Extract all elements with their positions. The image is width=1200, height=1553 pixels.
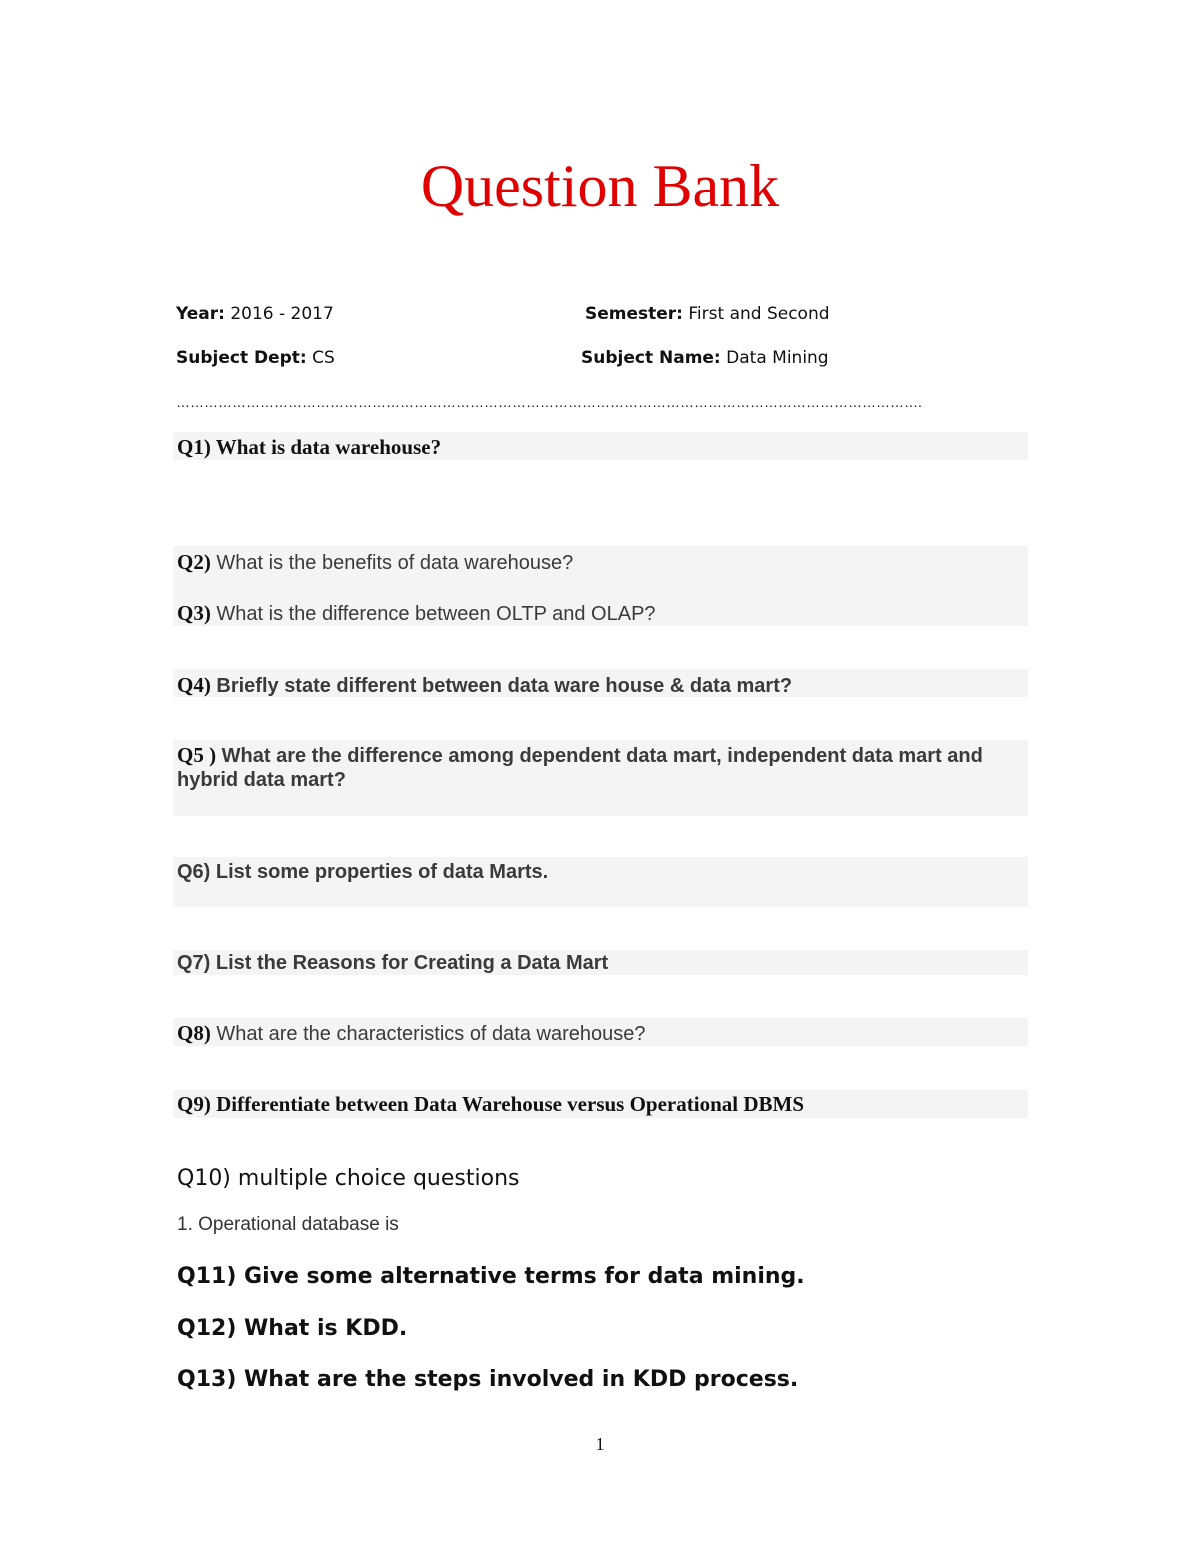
question-9-number: Q9) [177,1092,211,1116]
question-12-number: Q12) [177,1316,237,1341]
semester-label: Semester: [585,304,683,324]
question-10-number: Q10) [177,1166,231,1191]
question-3-number: Q3) [177,601,211,625]
question-13 [177,1366,798,1394]
question-3 [177,601,656,626]
question-1 [177,435,441,459]
question-10 [177,1165,519,1193]
year-value: 2016 - 2017 [224,304,334,324]
subject-name-label: Subject Name: [581,348,721,368]
question-8-text: What are the characteristics of data warehouse? [210,1023,646,1045]
question-2 [177,550,573,575]
subject-name-value: Data Mining [720,348,829,368]
question-8-number: Q8) [177,1021,211,1045]
question-11 [177,1263,805,1291]
question-4-text: Briefly state different between data ware house & data mart? [210,675,793,697]
question-6-number: Q6) [177,861,211,883]
question-11-text: Give some alternative terms for data mining. [236,1264,805,1289]
mcq-item-1: 1. Operational database is [177,1214,399,1235]
question-7-number: Q7) [177,952,211,974]
year-label: Year: [176,304,225,324]
year-field [176,303,334,325]
question-9-text: Differentiate between Data Warehouse versus Operational DBMS [210,1092,805,1116]
question-9 [177,1092,804,1116]
question-5-number: Q5 ) [177,743,217,767]
question-2-text: What is the benefits of data warehouse? [210,552,574,574]
dept-value: CS [306,348,335,368]
question-4-number: Q4) [177,673,211,697]
question-10-text: multiple choice questions [230,1166,520,1191]
semester-value: First and Second [682,304,830,324]
dept-field [176,347,335,369]
question-6-text: List some properties of data Marts. [210,861,549,883]
semester-field [585,303,830,325]
page-title: Question Bank [420,153,780,219]
question-12-text: What is KDD. [236,1316,408,1341]
question-11-number: Q11) [177,1264,237,1289]
question-5-text: What are the difference among dependent data mart, independent data mart and hybrid data mart? [177,745,983,791]
question-1-text: What is data warehouse? [210,435,442,459]
subject-name-field [581,347,829,369]
question-13-text: What are the steps involved in KDD process. [236,1367,799,1392]
question-13-number: Q13) [177,1367,237,1392]
page-number: 1 [595,1434,605,1454]
question-4 [177,673,792,698]
question-12 [177,1315,407,1343]
question-7 [177,951,608,975]
question-1-number: Q1) [177,435,211,459]
dept-label: Subject Dept: [176,348,307,368]
question-3-text: What is the difference between OLTP and OLAP? [210,603,656,625]
question-7-text: List the Reasons for Creating a Data Mart [210,952,609,974]
question-8 [177,1021,646,1046]
question-6 [177,860,548,884]
separator-line: ……………………………………………………………………………………………………………………………………………. [176,394,922,410]
question-5 [177,743,1027,792]
question-2-number: Q2) [177,550,211,574]
